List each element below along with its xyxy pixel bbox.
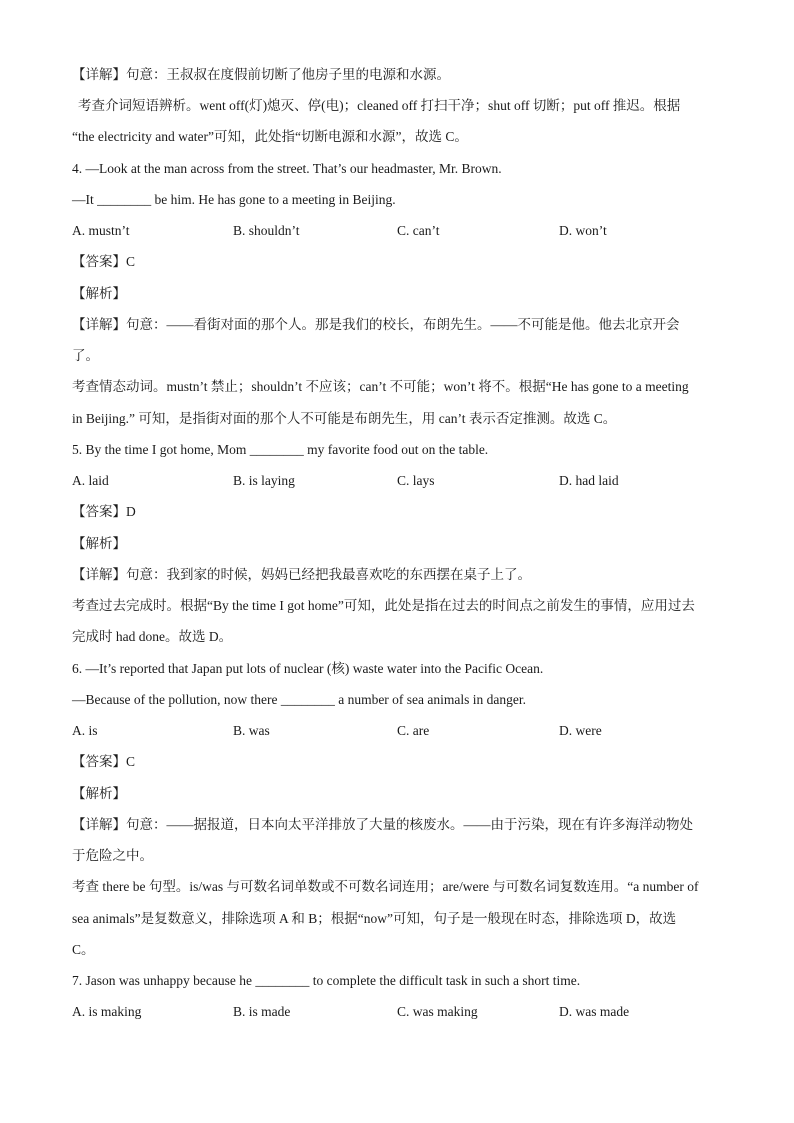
- option-c: C. lays: [397, 473, 435, 488]
- option-b: B. was: [233, 723, 270, 738]
- option-d: D. had laid: [559, 473, 619, 488]
- analysis-q5-line2: 完成时 had done。故选 D。: [72, 629, 233, 644]
- question-4-line2: —It ________ be him. He has gone to a meeting in Beijing.: [72, 192, 396, 207]
- question-7: 7. Jason was unhappy because he ________ to complete the difficult task in such a short time.: [72, 973, 581, 988]
- analysis-q6-line2: sea animals”是复数意义，排除选项 A 和 B；根据“now”可知，句子是一般现在时态，排除选项 D，故选: [72, 911, 677, 926]
- analysis-q3-line1: 考查介词短语辨析。went off(灯)熄灭、停(电)；cleaned off 打扫干净；shut off 切断；put off 推迟。根据: [78, 98, 681, 113]
- analysis-q4-line1: 考查情态动词。mustn’t 禁止；shouldn’t 不应该；can’t 不可能；won’t 将不。根据“He has gone to a meeting: [72, 379, 689, 394]
- analysis-q5-line1: 考查过去完成时。根据“By the time I got home”可知，此处是指在过去的时间点之前发生的事情，应用过去: [72, 598, 695, 613]
- option-a: A. mustn’t: [72, 223, 130, 238]
- option-c: C. was making: [397, 1004, 478, 1019]
- option-a: A. is: [72, 723, 98, 738]
- analysis-q6-line1: 考查 there be 句型。is/was 与可数名词单数或不可数名词连用；are/were 与可数名词复数连用。“a number of: [72, 879, 699, 894]
- explanation-q3: 【详解】句意：王叔叔在度假前切断了他房子里的电源和水源。: [72, 67, 450, 82]
- option-a: A. is making: [72, 1004, 142, 1019]
- option-d: D. was made: [559, 1004, 630, 1019]
- question-5: 5. By the time I got home, Mom ________ my favorite food out on the table.: [72, 442, 489, 457]
- explanation-q4-line1: 【详解】句意：——看街对面的那个人。那是我们的校长，布朗先生。——不可能是他。他去北京开会: [72, 317, 680, 332]
- explanation-q6-line2: 于危险之中。: [72, 848, 153, 863]
- option-c: C. are: [397, 723, 430, 738]
- option-d: D. won’t: [559, 223, 607, 238]
- analysis-q6-line3: C。: [72, 942, 95, 957]
- question-6-line2: —Because of the pollution, now there ________ a number of sea animals in danger.: [72, 692, 527, 707]
- answer-q5: 【答案】D: [72, 504, 136, 519]
- explanation-q4-line2: 了。: [72, 348, 99, 363]
- option-c: C. can’t: [397, 223, 440, 238]
- explanation-q6-line1: 【详解】句意：——据报道，日本向太平洋排放了大量的核废水。——由于污染，现在有许多海洋动物处: [72, 817, 693, 832]
- analysis-q4-line2: in Beijing.” 可知，是指街对面的那个人不可能是布朗先生，用 can’t 表示否定推测。故选 C。: [72, 411, 617, 426]
- answer-q4: 【答案】C: [72, 254, 136, 269]
- question-6-line1: 6. —It’s reported that Japan put lots of nuclear (核) waste water into the Pacific Ocean.: [72, 661, 544, 676]
- answer-q6: 【答案】C: [72, 754, 136, 769]
- analysis-q3-line2: “the electricity and water”可知，此处指“切断电源和水源”，故选 C。: [72, 129, 468, 144]
- analysis-label-q5: 【解析】: [72, 536, 126, 551]
- analysis-label-q6: 【解析】: [72, 786, 126, 801]
- option-b: B. is laying: [233, 473, 295, 488]
- option-b: B. shouldn’t: [233, 223, 300, 238]
- question-4-line1: 4. —Look at the man across from the street. That’s our headmaster, Mr. Brown.: [72, 161, 502, 176]
- option-d: D. were: [559, 723, 602, 738]
- explanation-q5: 【详解】句意：我到家的时候，妈妈已经把我最喜欢吃的东西摆在桌子上了。: [72, 567, 531, 582]
- analysis-label-q4: 【解析】: [72, 286, 126, 301]
- option-a: A. laid: [72, 473, 109, 488]
- option-b: B. is made: [233, 1004, 291, 1019]
